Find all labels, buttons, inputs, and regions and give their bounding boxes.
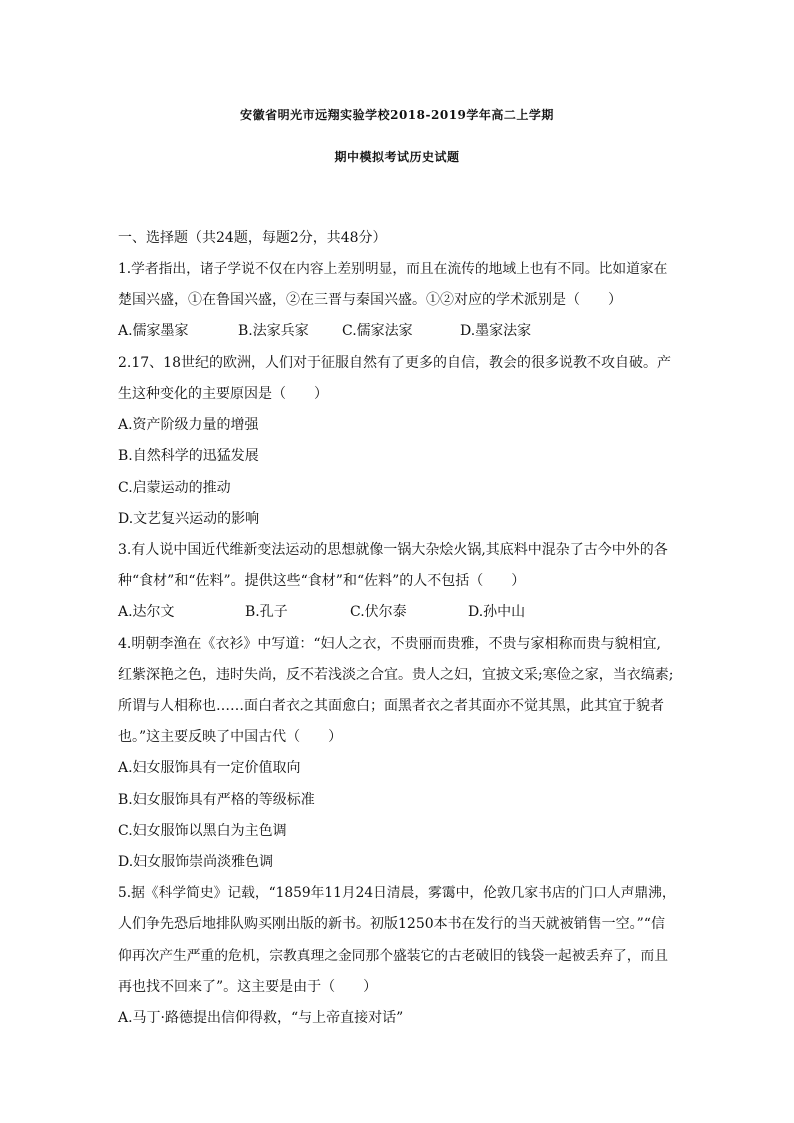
question-4-line3: 所谓与人相称也……面白者衣之其面愈白；面黑者衣之者其面亦不觉其黑，此其宜于貌者 [118, 698, 664, 714]
question-5-line4: 再也找不回来了”。这主要是由于（ ） [118, 979, 378, 995]
question-4-line1: 4.明朝李渔在《衣衫》中写道：“妇人之衣，不贵丽而贵雅，不贵与家相称而贵与貌相宜, [118, 636, 661, 652]
question-2-option-b: B.自然科学的迅猛发展 [118, 448, 259, 464]
question-1-line2: 楚国兴盛，①在鲁国兴盛，②在三晋与秦国兴盛。①②对应的学术派别是（ ） [118, 292, 622, 308]
question-2-line1: 2.17、18世纪的欧洲，人们对于征服自然有了更多的自信，教会的很多说教不攻自破。产 [118, 355, 671, 371]
section-header: 一、选择题（共24题，每题2分，共48分） [118, 230, 387, 246]
question-1-option-b: B.法家兵家 [238, 323, 309, 339]
question-2-option-a: A.资产阶级力量的增强 [118, 417, 259, 433]
question-2-line2: 生这种变化的主要原因是（ ） [118, 386, 328, 402]
question-4-line4: 也。”这主要反映了中国古代（ ） [118, 729, 343, 745]
exam-title-line2: 期中模拟考试历史试题 [334, 150, 460, 164]
question-3-line2: 种“食材”和“佐料”。提供这些“食材”和“佐料”的人不包括（ ） [118, 573, 526, 589]
question-2-option-d: D.文艺复兴运动的影响 [118, 511, 260, 527]
question-4-option-d: D.妇女服饰崇尚淡雅色调 [118, 854, 274, 870]
question-3-option-a: A.达尔文 [118, 604, 175, 620]
question-1-option-a: A.儒家墨家 [118, 323, 189, 339]
question-2-option-c: C.启蒙运动的推动 [118, 480, 231, 496]
question-5-line3: 仰再次产生严重的危机，宗教真理之金同那个盛装它的古老破旧的钱袋一起被丢弃了，而且 [118, 948, 669, 964]
question-1-option-c: C.儒家法家 [342, 323, 413, 339]
question-4-line2: 红紫深艳之色，违时失尚，反不若浅淡之合宜。贵人之妇，宜披文采;寒俭之家，当衣缟素; [118, 667, 674, 683]
question-1-option-d: D.墨家法家 [460, 323, 532, 339]
question-1-line1: 1.学者指出，诸子学说不仅在内容上差别明显，而且在流传的地域上也有不同。比如道家在 [118, 261, 668, 277]
question-5-line1: 5.据《科学简史》记载，“1859年11月24日清晨，雾霭中，伦敦几家书店的门口人声鼎沸， [118, 885, 676, 901]
question-3-line1: 3.有人说中国近代维新变法运动的思想就像一锅大杂烩火锅,其底料中混杂了古今中外的各 [118, 542, 668, 558]
question-3-option-b: B.孔子 [245, 604, 288, 620]
question-4-option-b: B.妇女服饰具有严格的等级标准 [118, 792, 315, 808]
question-5-option-a: A.马丁·路德提出信仰得救，“与上帝直接对话” [118, 1010, 404, 1026]
exam-title-line1: 安徽省明光市远翔实验学校2018-2019学年高二上学期 [240, 108, 554, 122]
question-5-line2: 人们争先恐后地排队购买刚出版的新书。初版1250本书在发行的当天就被销售一空。”“信 [118, 916, 665, 932]
question-4-option-a: A.妇女服饰具有一定价值取向 [118, 760, 301, 776]
question-3-option-c: C.伏尔泰 [350, 604, 407, 620]
question-3-option-d: D.孙中山 [468, 604, 526, 620]
question-4-option-c: C.妇女服饰以黑白为主色调 [118, 823, 287, 839]
